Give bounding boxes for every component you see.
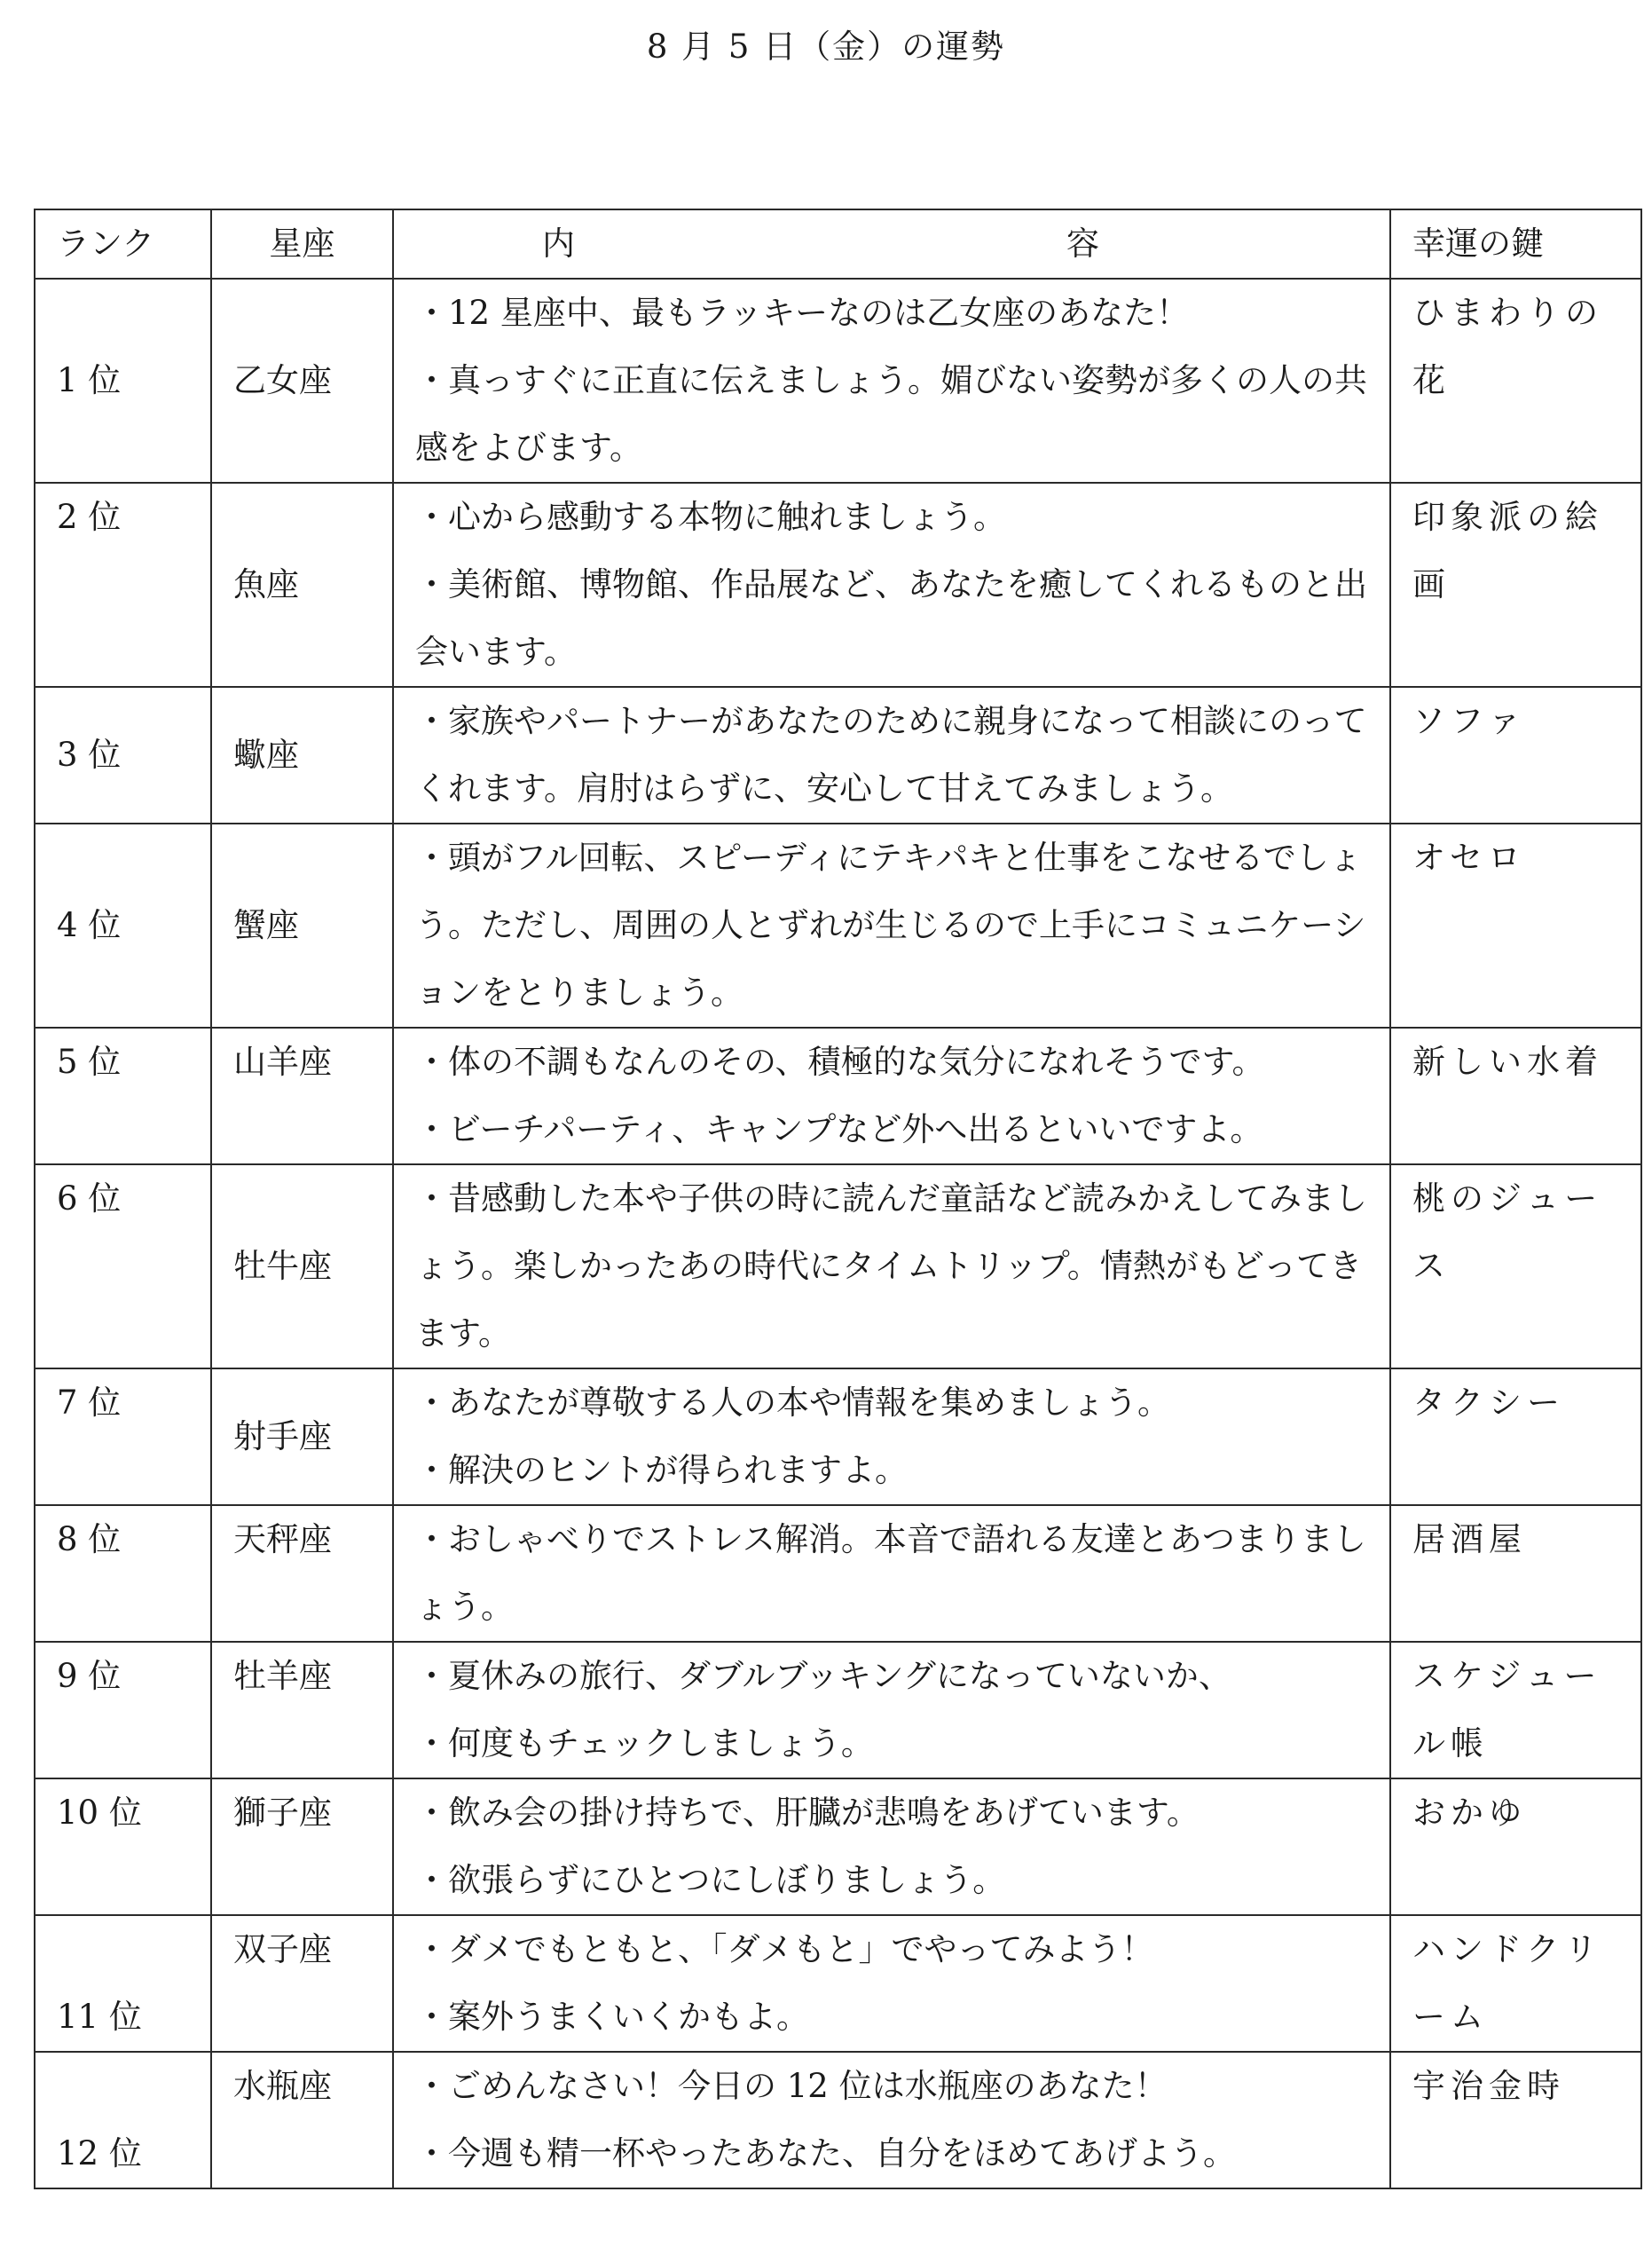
sign-cell: 乙女座 <box>211 279 393 483</box>
sign-cell: 蠍座 <box>211 687 393 824</box>
header-sign: 星座 <box>211 209 393 279</box>
table-row <box>35 483 1641 687</box>
lucky-key-cell: タクシー <box>1390 1368 1641 1505</box>
sign-cell: 牡羊座 <box>211 1642 393 1778</box>
rank-cell: 10 位 <box>35 1778 211 1915</box>
content-cell <box>393 1164 1390 1368</box>
content-line: ・何度もチェックしましょう。 <box>415 1724 874 1762</box>
sign-cell: 水瓶座 <box>211 2052 393 2188</box>
content-line: ・ごめんなさい！今日の 12 位は水瓶座のあなた！ <box>415 2067 1168 2105</box>
lucky-key-cell: 居酒屋 <box>1390 1505 1641 1642</box>
rank-cell: 12 位 <box>35 2052 211 2188</box>
sign-cell: 射手座 <box>211 1368 393 1505</box>
rank-cell: 9 位 <box>35 1642 211 1778</box>
rank-cell: 6 位 <box>35 1164 211 1368</box>
rank-cell: 4 位 <box>35 824 211 1028</box>
table-row <box>35 1028 1641 1164</box>
header-content: 内 容 <box>393 209 1390 279</box>
content-line: ・解決のヒントが得られますよ。 <box>415 1451 908 1489</box>
content-cell <box>393 1642 1390 1778</box>
content-line: ・体の不調もなんのその、積極的な気分になれそうです。 <box>415 1043 1265 1081</box>
content-cell <box>393 483 1390 687</box>
content-cell <box>393 1778 1390 1915</box>
content-line: ・美術館、博物館、作品展など、あなたを癒してくれるものと出会います。 <box>415 565 1367 671</box>
content-line: ・頭がフル回転、スピーディにテキパキと仕事をこなせるでしょう。ただし、周囲の人とずれが生じるので上手にコミュニケーションをとりましょう。 <box>415 839 1366 1012</box>
content-line: ・ダメでもともと、「ダメもと」でやってみよう！ <box>415 1930 1154 1968</box>
lucky-key-cell: 新しい水着 <box>1390 1028 1641 1164</box>
lucky-key-cell: ソファ <box>1390 687 1641 824</box>
content-cell <box>393 1368 1390 1505</box>
lucky-key-cell: スケジュール帳 <box>1390 1642 1641 1778</box>
table-row <box>35 2052 1641 2188</box>
rank-cell: 7 位 <box>35 1368 211 1505</box>
table-row <box>35 1778 1641 1915</box>
content-line: ・欲張らずにひとつにしぼりましょう。 <box>415 1861 1006 1899</box>
content-line: ・案外うまくいくかもよ。 <box>415 1998 809 2036</box>
content-line: ・おしゃべりでストレス解消。本音で語れる友達とあつまりましょう。 <box>415 1520 1366 1626</box>
page-title: 8 月 5 日（金）の運勢 <box>646 28 1006 66</box>
content-line: ・飲み会の掛け持ちで、肝臓が悲鳴をあげています。 <box>415 1794 1200 1832</box>
content-cell <box>393 1028 1390 1164</box>
content-line: ・真っすぐに正直に伝えましょう。媚びない姿勢が多くの人の共感をよびます。 <box>415 361 1367 467</box>
lucky-key-cell: 桃のジュース <box>1390 1164 1641 1368</box>
table-row <box>35 687 1641 824</box>
table-row <box>35 1642 1641 1778</box>
sign-cell: 天秤座 <box>211 1505 393 1642</box>
content-line: ・あなたが尊敬する人の本や情報を集めましょう。 <box>415 1384 1170 1422</box>
content-line: ・12 星座中、最もラッキーなのは乙女座のあなた！ <box>415 294 1190 332</box>
sign-cell: 山羊座 <box>211 1028 393 1164</box>
content-cell <box>393 824 1390 1028</box>
content-cell <box>393 2052 1390 2188</box>
rank-cell: 5 位 <box>35 1028 211 1164</box>
content-line: ・昔感動した本や子供の時に読んだ童話など読みかえしてみましょう。楽しかったあの時代にタイムトリップ。情熱がもどってきます。 <box>415 1179 1367 1352</box>
content-line: ・家族やパートナーがあなたのために親身になって相談にのってくれます。肩肘はらずに、安心して甘えてみましょう。 <box>415 702 1367 808</box>
table-row <box>35 1368 1641 1505</box>
table-row <box>35 1505 1641 1642</box>
lucky-key-cell: 印象派の絵画 <box>1390 483 1641 687</box>
rank-cell: 2 位 <box>35 483 211 687</box>
content-line: ・夏休みの旅行、ダブルブッキングになっていないか、 <box>415 1657 1231 1695</box>
lucky-key-cell: 宇治金時 <box>1390 2052 1641 2188</box>
table-row <box>35 279 1641 483</box>
rank-cell: 3 位 <box>35 687 211 824</box>
rank-cell: 8 位 <box>35 1505 211 1642</box>
content-cell <box>393 279 1390 483</box>
content-cell <box>393 1505 1390 1642</box>
sign-cell: 獅子座 <box>211 1778 393 1915</box>
sign-cell: 双子座 <box>211 1915 393 2052</box>
table-row <box>35 1164 1641 1368</box>
lucky-key-cell: ひまわりの花 <box>1390 279 1641 483</box>
table-row <box>35 1915 1641 2052</box>
sign-cell: 蟹座 <box>211 824 393 1028</box>
lucky-key-cell: おかゆ <box>1390 1778 1641 1915</box>
content-cell <box>393 1915 1390 2052</box>
lucky-key-cell: ハンドクリーム <box>1390 1915 1641 2052</box>
lucky-key-cell: オセロ <box>1390 824 1641 1028</box>
content-line: ・ビーチパーティ、キャンプなど外へ出るといいですよ。 <box>415 1110 1263 1148</box>
header-key: 幸運の鍵 <box>1390 209 1641 279</box>
sign-cell: 牡牛座 <box>211 1164 393 1368</box>
table-row <box>35 824 1641 1028</box>
content-line: ・今週も精一杯やったあなた、自分をほめてあげよう。 <box>415 2134 1236 2172</box>
fortune-table <box>34 209 1642 2189</box>
header-rank: ランク <box>35 209 211 279</box>
rank-cell: 11 位 <box>35 1915 211 2052</box>
rank-cell: 1 位 <box>35 279 211 483</box>
content-line: ・心から感動する本物に触れましょう。 <box>415 498 1006 536</box>
sign-cell: 魚座 <box>211 483 393 687</box>
header-row <box>35 209 1641 279</box>
content-cell <box>393 687 1390 824</box>
